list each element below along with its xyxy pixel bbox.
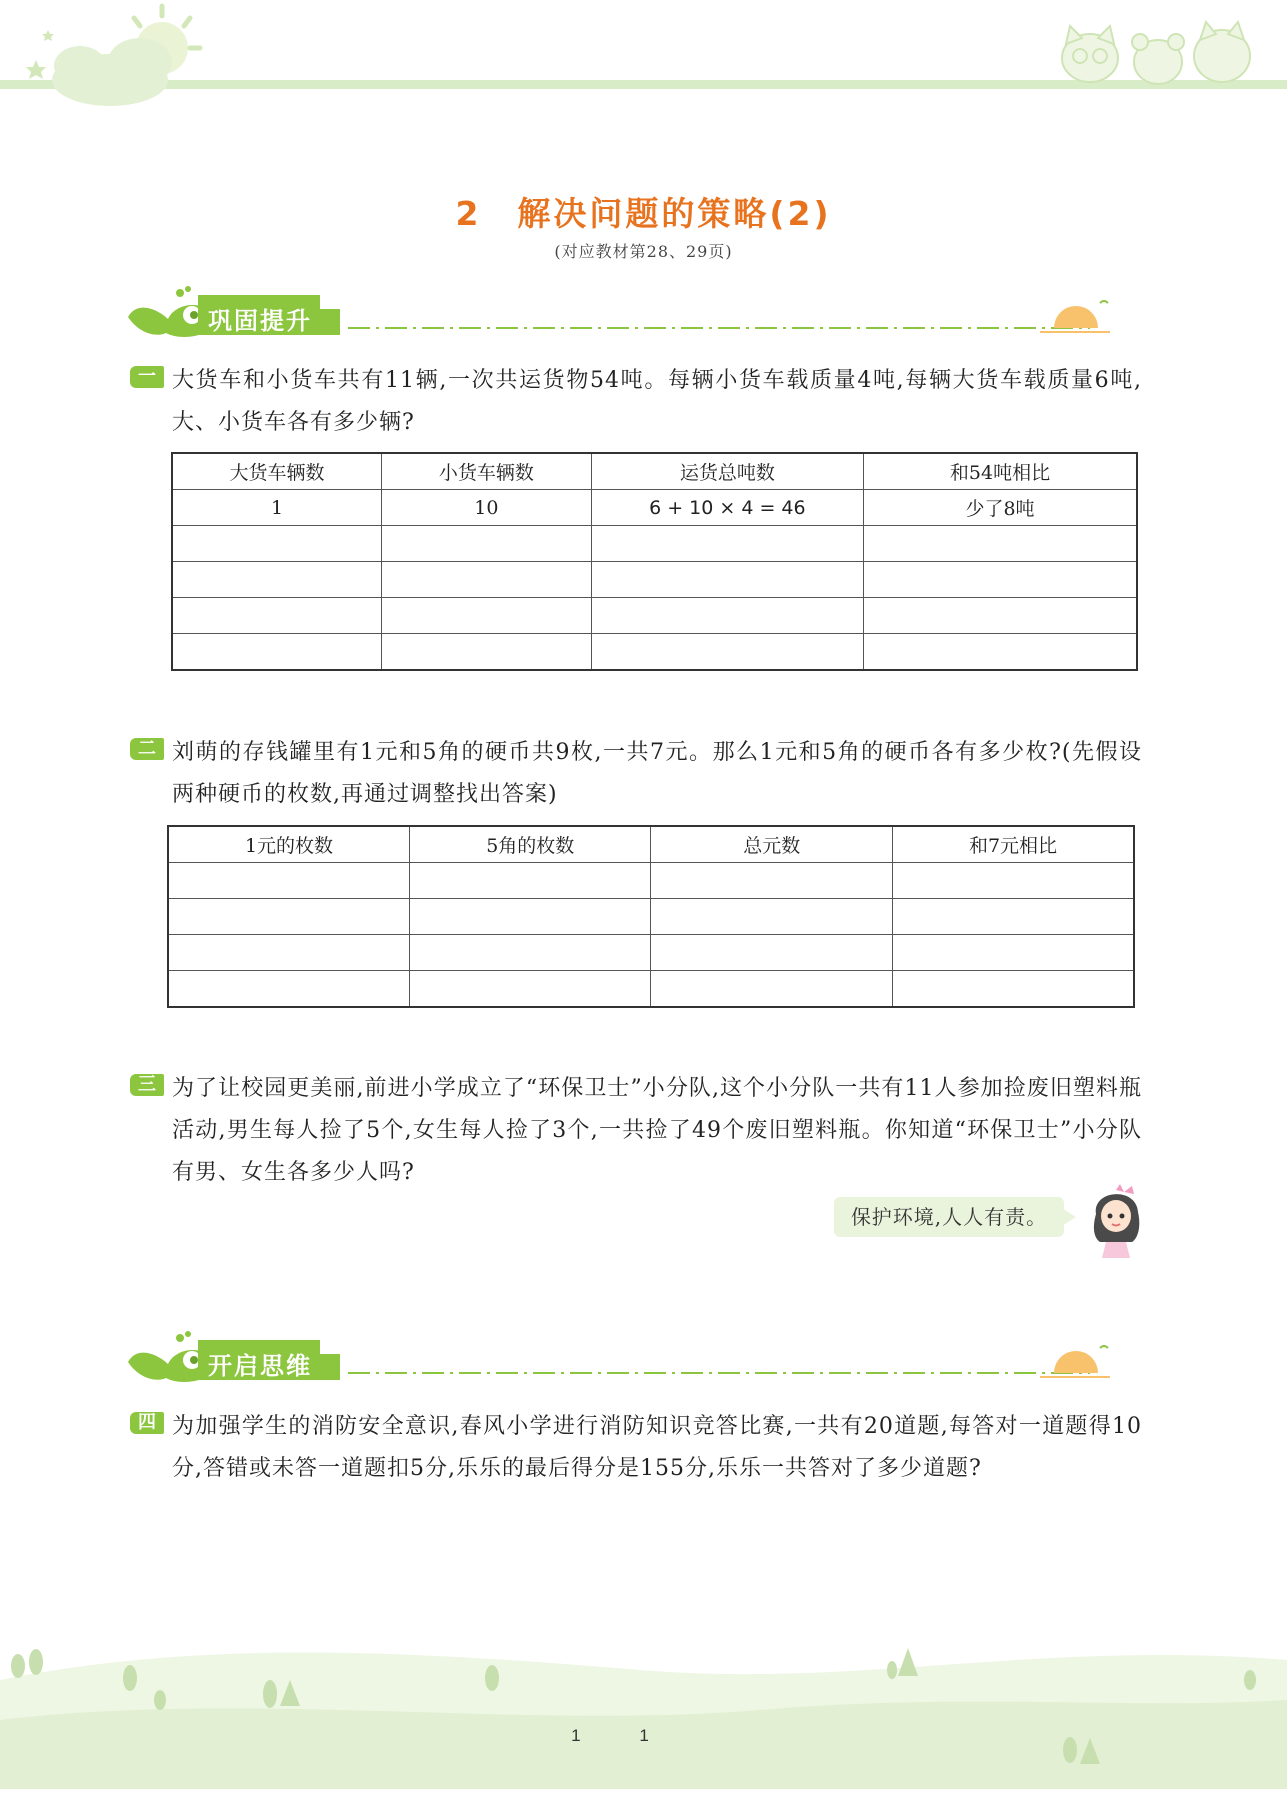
table-cell-empty: [864, 598, 1137, 634]
speech-bubble: 保护环境,人人有责。: [834, 1197, 1064, 1237]
table-cell-empty: [864, 634, 1137, 671]
question-4: [130, 1406, 1142, 1490]
question-badge: 四: [130, 1412, 164, 1434]
table-cell-empty: [591, 562, 863, 598]
table-row-empty: [168, 899, 1134, 935]
question-2: [130, 732, 1142, 816]
table-cell-empty: [172, 598, 382, 634]
table-cell-empty: [168, 863, 410, 899]
question-1: [130, 360, 1142, 444]
table-cell-empty: [382, 598, 592, 634]
table-cell-empty: [172, 526, 382, 562]
table-header-cell: 和7元相比: [892, 826, 1134, 863]
table-cell-empty: [410, 971, 651, 1008]
table-header-cell: 小货车辆数: [382, 453, 592, 490]
section-label: 开启思维: [208, 1352, 312, 1380]
speech-bubble-tail: [1062, 1208, 1076, 1226]
table-header-cell: 运货总吨数: [591, 453, 863, 490]
table-cell-empty: [864, 562, 1137, 598]
table-cell-empty: [382, 562, 592, 598]
question-badge: 二: [130, 738, 164, 760]
table-cell-empty: [892, 935, 1134, 971]
question-text: 为了让校园更美丽,前进小学成立了“环保卫士”小分队,这个小分队一共有11人参加捡废旧塑料瓶活动,男生每人捡了5个,女生每人捡了3个,一共捡了49个废旧塑料瓶。你知道“环保卫士”小分队有男、女生各多少人吗?: [172, 1076, 1142, 1185]
animal-friends-icon: [1062, 22, 1250, 84]
table-cell-empty: [168, 935, 410, 971]
question-badge: 一: [130, 366, 164, 388]
table-cell-empty: [382, 526, 592, 562]
sunset-icon: [1040, 1346, 1110, 1377]
question-badge: 三: [130, 1074, 164, 1096]
table-header-cell: 大货车辆数: [172, 453, 382, 490]
page-subtitle: (对应教材第28、29页): [554, 242, 733, 261]
star-icon: [26, 30, 54, 79]
table-cell-empty: [892, 863, 1134, 899]
table-header-cell: 总元数: [651, 826, 892, 863]
table-row-empty: [172, 526, 1137, 562]
table-cell-empty: [410, 935, 651, 971]
table-cell-empty: [892, 971, 1134, 1008]
page-number: 11: [571, 1726, 709, 1745]
table-header-cell: 和54吨相比: [864, 453, 1137, 490]
table-cell-empty: [172, 634, 382, 671]
table-header-row: [172, 453, 1137, 490]
footer-decoration: [0, 1620, 1287, 1789]
table-header-cell: 1元的枚数: [168, 826, 410, 863]
table-cell-empty: [591, 526, 863, 562]
header-decoration: [0, 0, 1287, 110]
table-row-empty: [168, 863, 1134, 899]
table-coin-count: [167, 825, 1135, 1008]
table-cell: 10: [382, 490, 592, 526]
table-cell-empty: [382, 634, 592, 671]
question-text: 大货车和小货车共有11辆,一次共运货物54吨。每辆小货车载质量4吨,每辆大货车载质量6吨,大、小货车各有多少辆?: [172, 368, 1142, 435]
table-cell: 6 + 10 × 4 = 46: [591, 490, 863, 526]
question-text: 为加强学生的消防安全意识,春风小学进行消防知识竞答比赛,一共有20道题,每答对一道题得10分,答错或未答一道题扣5分,乐乐的最后得分是155分,乐乐一共答对了多少道题?: [172, 1414, 1142, 1481]
section-banner-consolidate: [120, 285, 1138, 345]
table-row-empty: [172, 598, 1137, 634]
table-cell-empty: [168, 899, 410, 935]
section-banner-thinking: [120, 1330, 1138, 1390]
table-header-row: [168, 826, 1134, 863]
question-text: 刘萌的存钱罐里有1元和5角的硬币共9枚,一共7元。那么1元和5角的硬币各有多少枚?(先假设两种硬币的枚数,再通过调整找出答案): [172, 740, 1142, 807]
table-cell-empty: [651, 935, 892, 971]
table-cell-empty: [591, 598, 863, 634]
table-cell: 1: [172, 490, 382, 526]
table-cell-empty: [410, 899, 651, 935]
table-cell-empty: [892, 899, 1134, 935]
table-cell-empty: [410, 863, 651, 899]
table-row: [172, 490, 1137, 526]
table-row-empty: [172, 634, 1137, 671]
table-cell: 少了8吨: [864, 490, 1137, 526]
table-row-empty: [172, 562, 1137, 598]
table-cell-empty: [591, 634, 863, 671]
table-cell-empty: [651, 971, 892, 1008]
table-cell-empty: [651, 899, 892, 935]
table-cell-empty: [864, 526, 1137, 562]
title-block: [0, 188, 1287, 262]
table-truck-count: [171, 452, 1138, 671]
table-header-cell: 5角的枚数: [410, 826, 651, 863]
table-cell-empty: [172, 562, 382, 598]
question-3: [130, 1068, 1142, 1194]
cloud-icon: [52, 38, 172, 106]
table-cell-empty: [168, 971, 410, 1008]
girl-character-icon: [1088, 1180, 1144, 1264]
table-row-empty: [168, 935, 1134, 971]
page-title: 2 解决问题的策略(2): [455, 194, 832, 233]
sunset-icon: [1040, 301, 1110, 332]
table-row-empty: [168, 971, 1134, 1008]
section-label: 巩固提升: [208, 307, 312, 335]
table-cell-empty: [651, 863, 892, 899]
